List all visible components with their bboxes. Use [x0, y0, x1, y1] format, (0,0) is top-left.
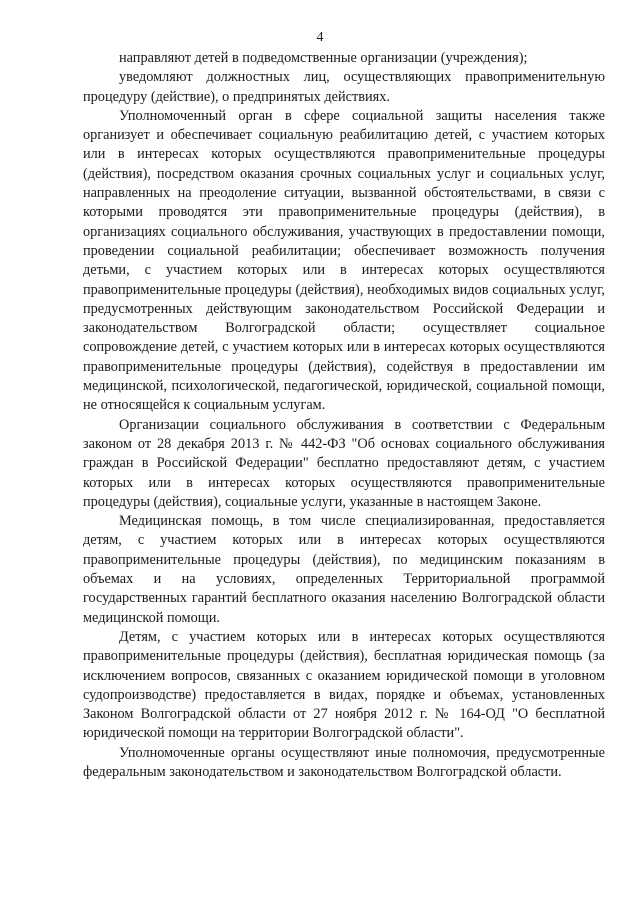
paragraph-notifies-officials: уведомляют должностных лиц, осуществляющих правоприменительную процедуру (действие), о предпринятых действиях. — [83, 69, 605, 105]
paragraph-social-service-organizations: Организации социального обслуживания в соответствии с Федеральным законом от 28 декабря 2013 г. № 442-ФЗ "Об основах социального обслуживания граждан в Российской Федерации" бесплатно предоставляют детям, с участием которых или в интересах которых осуществляются правоприменительные процедуры (действия), социальные услуги, указанные в настоящем Законе. — [83, 416, 605, 510]
paragraph-social-protection-body: Уполномоченный орган в сфере социальной защиты населения также организует и обеспечивает социальную реабилитацию детей, с участием которых или в интересах которых осуществляются правоприменительные процедуры (действия), посредством оказания срочных социальных услуг и социальных услуг, направленных на преодоление ситуации, вызванной обстоятельствами, в связи с которыми проводятся эти правоприменительные процедуры (действия), в организациях социального обслуживания, участвующих в предоставлении помощи, проведении социальной реабилитации; обеспечивает возможность получения детьми, с участием которых или в интересах которых осуществляются правоприменительные процедуры (действия), необходимых видов социальных услуг, предусмотренных действующим законодательством Российской Федерации и законодательством Волгоградской области; осуществляет социальное сопровождение детей, с участием которых или в интересах которых осуществляются правоприменительные процедуры (действия), содействуя в предоставлении им медицинской, психологической, педагогической, юридической, социальной помощи, не относящейся к социальным услугам. — [83, 107, 605, 414]
page-number: 4 — [316, 30, 324, 45]
paragraph-legal-aid: Детям, с участием которых или в интересах которых осуществляются правоприменительные процедуры (действия), бесплатная юридическая помощь (за исключением вопросов, связанных с оказанием юридической помощи в уголовном судопроизводстве) предоставляется в видах, порядке и объемах, установленных Законом Волгоградской области от 27 ноября 2012 г. № 164-ОД "О бесплатной юридической помощи на территории Волгоградской области". — [83, 628, 605, 742]
paragraph-other-powers: Уполномоченные органы осуществляют иные полномочия, предусмотренные федеральным законодательством и законодательством Волгоградской области. — [83, 744, 605, 780]
paragraph-directs-children: направляют детей в подведомственные организации (учреждения); — [119, 50, 528, 66]
paragraph-medical-care: Медицинская помощь, в том числе специализированная, предоставляется детям, с участием которых или в интересах которых осуществляются правоприменительные процедуры (действия), по медицинским показаниям в объемах и на условиях, определенных Территориальной программой государственных гарантий бесплатного оказания населению Волгоградской области медицинской помощи. — [83, 513, 605, 626]
document-body — [83, 49, 605, 782]
